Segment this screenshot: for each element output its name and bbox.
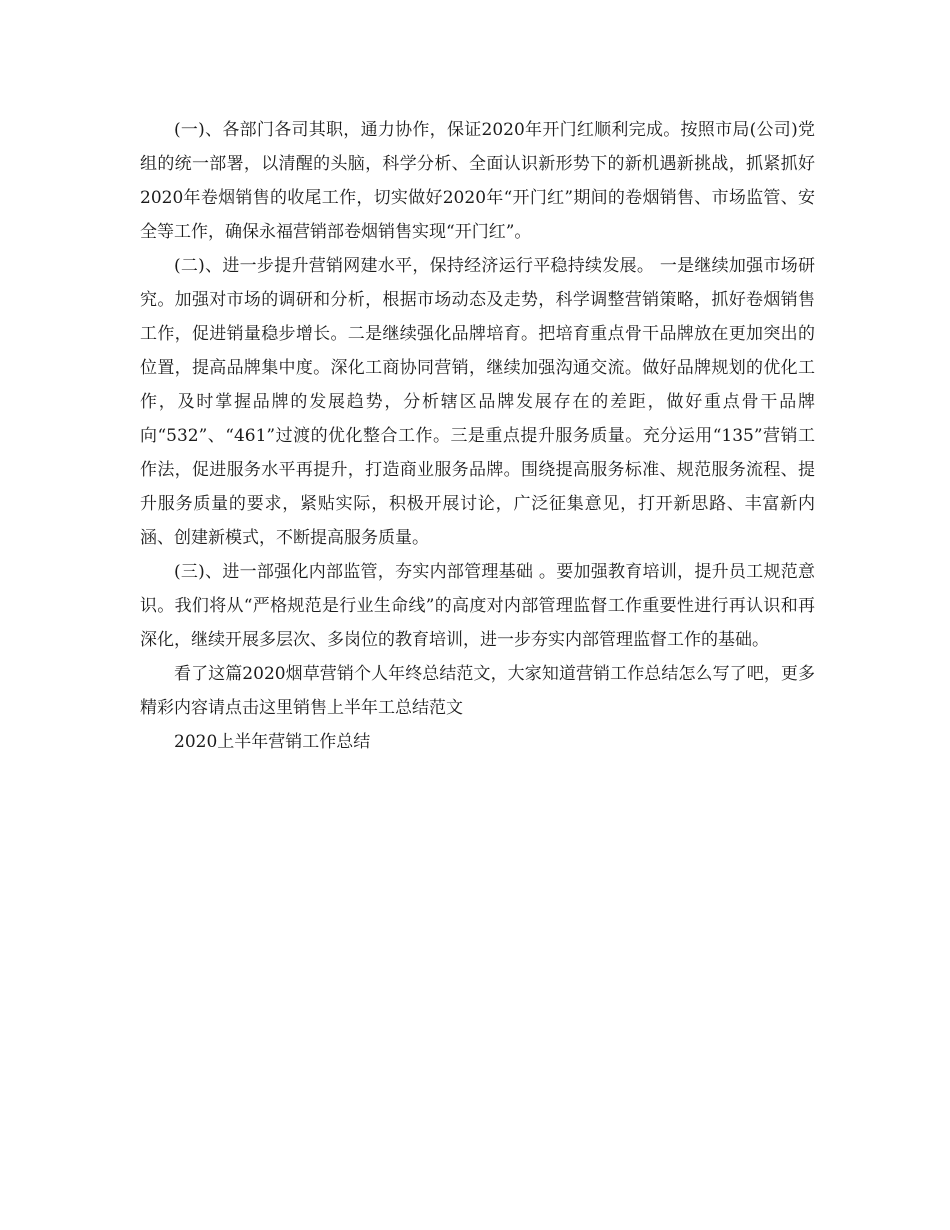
paragraph-closing-note: 看了这篇2020烟草营销个人年终总结范文，大家知道营销工作总结怎么写了吧，更多精彩内容请点击这里销售上半年工总结范文	[140, 664, 815, 718]
paragraph-section-three: (三)、进一部强化内部监管，夯实内部管理基础 。要加强教育培训，提升员工规范意识。我们将从“严格规范是行业生命线”的高度对内部管理监督工作重要性进行再认识和再深化，继续开展多层次、多岗位的教育培训，进一步夯实内部管理监督工作的基础。	[140, 562, 815, 650]
paragraph-section-one: (一)、各部门各司其职，通力协作，保证2020年开门红顺利完成。按照市局(公司)党组的统一部署，以清醒的头脑，科学分析、全面认识新形势下的新机遇新挑战，抓紧抓好2020年卷烟销售的收尾工作，切实做好2020年“开门红”期间的卷烟销售、市场监管、安全等工作，确保永福营销部卷烟销售实现“开门红”。	[140, 120, 815, 242]
paragraph-section-two: (二)、进一步提升营销网建水平，保持经济运行平稳持续发展。 一是继续加强市场研究。加强对市场的调研和分析，根据市场动态及走势，科学调整营销策略，抓好卷烟销售工作，促进销量稳步增长。二是继续强化品牌培育。把培育重点骨干品牌放在更加突出的位置，提高品牌集中度。深化工商协同营销，继续加强沟通交流。做好品牌规划的优化工作，及时掌握品牌的发展趋势，分析辖区品牌发展存在的差距，做好重点骨干品牌向“532”、“461”过渡的优化整合工作。三是重点提升服务质量。充分运用“135”营销工作法，促进服务水平再提升，打造商业服务品牌。围绕提高服务标准、规范服务流程、提升服务质量的要求，紧贴实际，积极开展讨论，广泛征集意见，打开新思路、丰富新内涵、创建新模式，不断提高服务质量。	[140, 256, 815, 548]
document-body	[140, 113, 815, 759]
related-article-title: 2020上半年营销工作总结	[174, 732, 371, 752]
